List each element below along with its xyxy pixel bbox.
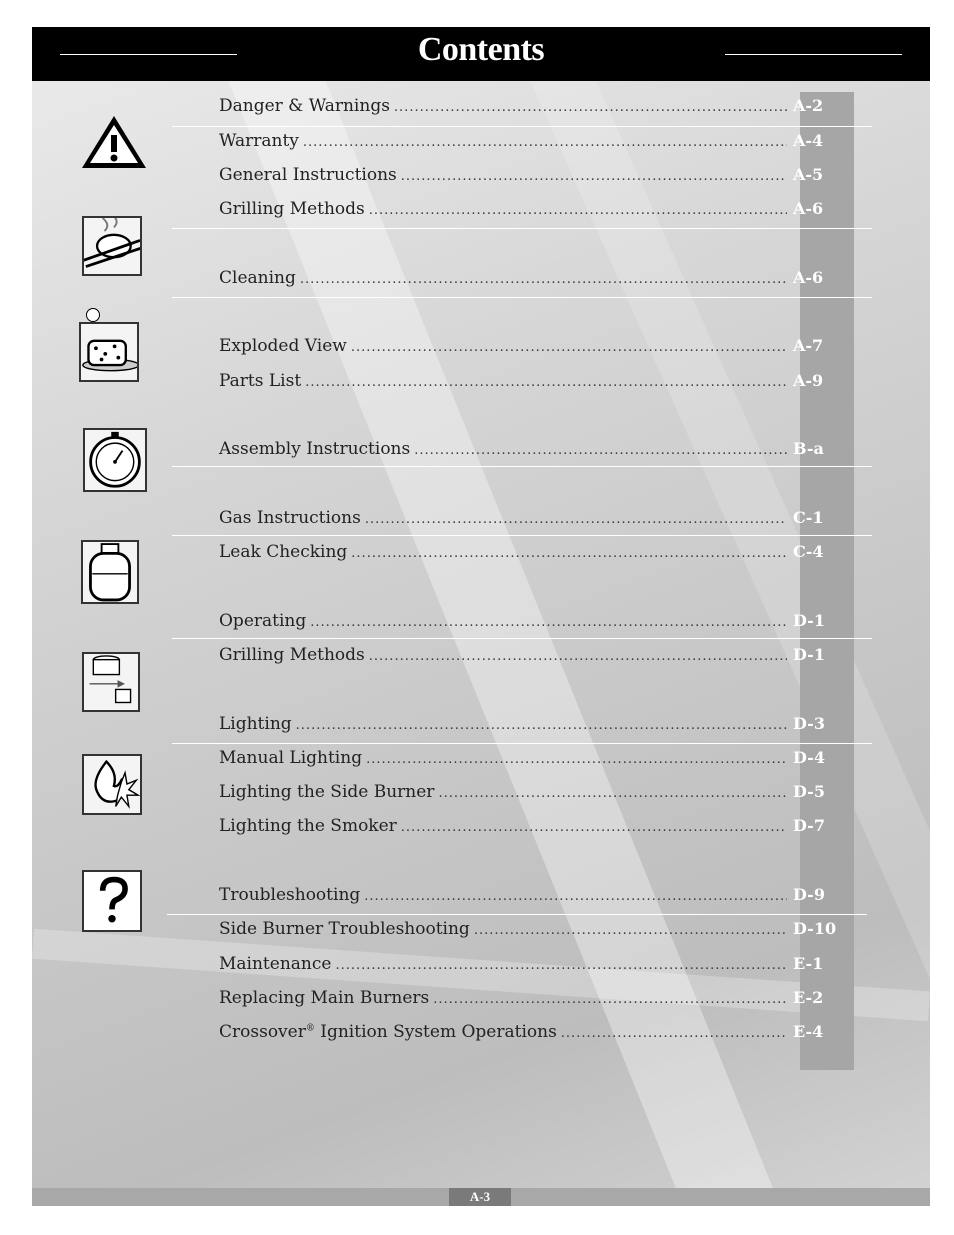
toc-entry-page: A-6 xyxy=(793,199,824,218)
toc-entry[interactable] xyxy=(219,508,839,532)
section-divider xyxy=(172,297,872,298)
toc-entry[interactable] xyxy=(219,816,839,840)
toc-entry[interactable] xyxy=(219,714,839,738)
dot-leader xyxy=(335,958,787,973)
dot-leader xyxy=(305,375,787,390)
toc-entry-title: Lighting the Side Burner xyxy=(219,782,435,802)
dot-leader xyxy=(365,512,787,527)
toc-entry-page: D-3 xyxy=(793,714,825,733)
dot-leader xyxy=(351,340,787,355)
toc-entry[interactable] xyxy=(219,439,839,463)
toc-entry-page: E-1 xyxy=(793,954,824,973)
section-divider xyxy=(172,228,872,229)
registered-mark: ® xyxy=(305,1023,315,1034)
toc-entry-title: Lighting xyxy=(219,714,292,734)
toc-entry-title: General Instructions xyxy=(219,165,397,185)
dot-leader xyxy=(303,135,787,150)
toc-entry[interactable] xyxy=(219,199,839,223)
toc-entry-page: A-6 xyxy=(793,268,824,287)
section-divider xyxy=(172,638,872,639)
dot-leader xyxy=(433,992,787,1007)
section-divider xyxy=(172,743,872,744)
toc-entry-title: Assembly Instructions xyxy=(219,439,411,459)
toc-entry[interactable] xyxy=(219,371,839,395)
dot-leader xyxy=(401,169,787,184)
toc-entry-title: Exploded View xyxy=(219,336,347,356)
header-bar xyxy=(32,27,930,81)
toc-entry-title: Lighting the Smoker xyxy=(219,816,397,836)
toc-entry-title: Maintenance xyxy=(219,954,332,974)
dot-leader xyxy=(364,889,787,904)
toc-entry-page: D-1 xyxy=(793,611,825,630)
toc-entry-title: Cleaning xyxy=(219,268,296,288)
dot-leader xyxy=(300,272,787,287)
toc-entry-title: Grilling Methods xyxy=(219,645,365,665)
toc-entry-title: Warranty xyxy=(219,131,299,151)
toc-entry-page: D-7 xyxy=(793,816,825,835)
toc-entry[interactable] xyxy=(219,542,839,566)
toc-entry-page: B-a xyxy=(793,439,824,458)
section-divider xyxy=(172,466,872,467)
toc-entry-page: A-9 xyxy=(793,371,824,390)
section-divider xyxy=(172,535,872,536)
section-divider xyxy=(167,914,867,915)
warning-icon xyxy=(79,113,149,171)
toc-entry[interactable] xyxy=(219,336,839,360)
toc-entry-title: Replacing Main Burners xyxy=(219,988,430,1008)
toc-entry-page: C-1 xyxy=(793,508,824,527)
section-divider xyxy=(172,126,872,127)
toc-entry-title-part: Ignition System Operations xyxy=(314,1022,557,1042)
dot-leader xyxy=(366,752,787,767)
dot-leader xyxy=(310,615,787,630)
dot-leader xyxy=(351,546,787,561)
toc-entry-title: Parts List xyxy=(219,371,302,391)
toc-entry[interactable] xyxy=(219,748,839,772)
toc-entry-page: D-4 xyxy=(793,748,825,767)
toc-entry-title: Side Burner Troubleshooting xyxy=(219,919,470,939)
toc-entry-page: D-5 xyxy=(793,782,825,801)
flame-icon xyxy=(82,754,142,815)
stopwatch-icon xyxy=(83,428,147,492)
toc-entry-title: Leak Checking xyxy=(219,542,348,562)
dot-leader xyxy=(369,649,787,664)
toc-entry-title: Danger & Warnings xyxy=(219,96,390,116)
question-mark-icon xyxy=(82,870,142,932)
toc-entry-title: Manual Lighting xyxy=(219,748,363,768)
toc-entry[interactable] xyxy=(219,1022,839,1046)
toc-entry-title: Operating xyxy=(219,611,307,631)
toc-entry-page: E-4 xyxy=(793,1022,824,1041)
toc-entry-page: A-2 xyxy=(793,96,824,115)
toc-entry-page: D-1 xyxy=(793,645,825,664)
dot-leader xyxy=(474,923,787,938)
toc-entry-page: A-5 xyxy=(793,165,824,184)
toc-entry-title: Troubleshooting xyxy=(219,885,361,905)
toc-entry[interactable] xyxy=(219,885,839,909)
propane-tank-icon xyxy=(81,540,139,604)
toc-entry-page: A-4 xyxy=(793,131,824,150)
toc-entry-title-part: Crossover xyxy=(219,1022,306,1042)
toc-entry[interactable] xyxy=(219,988,839,1012)
dot-leader xyxy=(561,1026,787,1041)
toc-entry[interactable] xyxy=(219,645,839,669)
toc-entry[interactable] xyxy=(219,954,839,978)
toc-entry-page: E-2 xyxy=(793,988,824,1007)
toc-entry-page: C-4 xyxy=(793,542,824,561)
toc-entry[interactable] xyxy=(219,165,839,189)
grilling-chicken-icon xyxy=(82,216,142,276)
dot-leader xyxy=(438,786,787,801)
dot-leader xyxy=(401,820,787,835)
cleaning-sponge-icon xyxy=(79,322,139,382)
bubble-icon xyxy=(86,308,100,322)
toc-entry[interactable] xyxy=(219,611,839,635)
toc-entry-page: A-7 xyxy=(793,336,824,355)
footer-page-number: A-3 xyxy=(449,1188,511,1206)
toc-entry[interactable] xyxy=(219,268,839,292)
toc-entry-title xyxy=(219,1022,557,1042)
page-title: Contents xyxy=(417,31,545,68)
control-knob-icon xyxy=(82,652,140,712)
toc-entry-page: D-9 xyxy=(793,885,825,904)
toc-entry[interactable] xyxy=(219,919,839,943)
toc-entry[interactable] xyxy=(219,96,839,120)
toc-entry-title: Grilling Methods xyxy=(219,199,365,219)
dot-leader xyxy=(296,718,787,733)
toc-entry[interactable] xyxy=(219,782,839,806)
toc-entry-title: Gas Instructions xyxy=(219,508,361,528)
dot-leader xyxy=(414,443,787,458)
dot-leader xyxy=(394,100,787,115)
toc-entry[interactable] xyxy=(219,131,839,155)
toc-entry-page: D-10 xyxy=(793,919,837,938)
dot-leader xyxy=(369,203,787,218)
